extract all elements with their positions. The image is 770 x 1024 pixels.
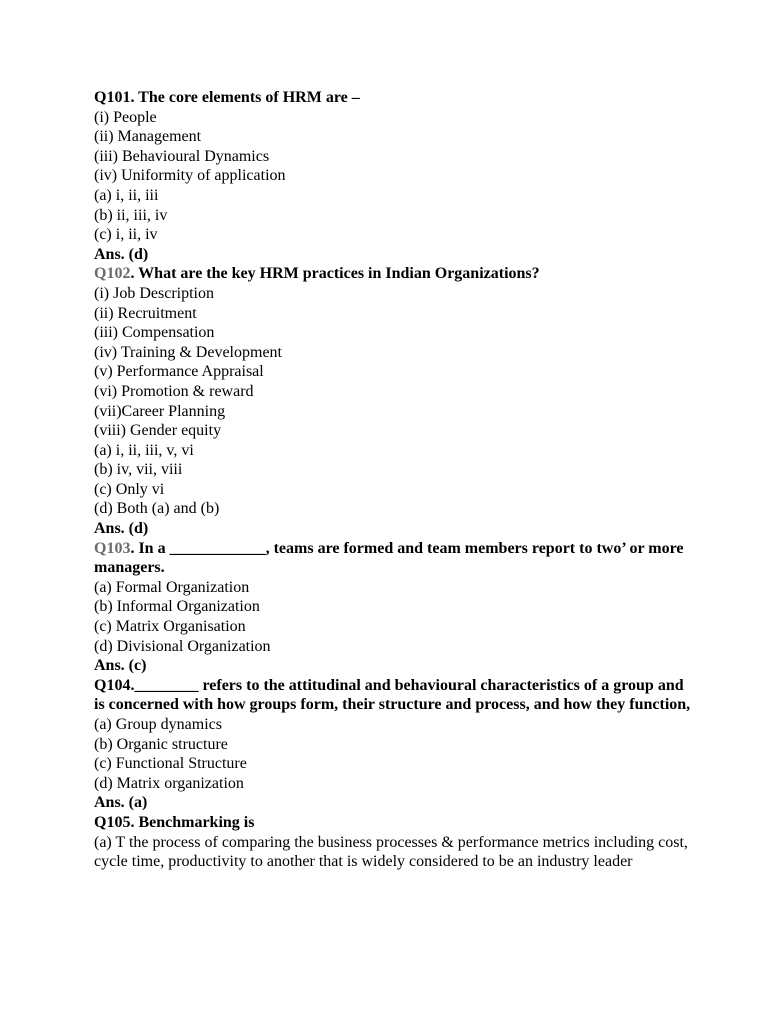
- question-number: Q101: [94, 89, 131, 106]
- question-number: Q104: [94, 676, 131, 694]
- answer-option: (c) Only vi: [94, 480, 165, 498]
- question-text: . The core elements of HRM are –: [130, 89, 360, 106]
- answer-option: (d) Matrix organization: [94, 774, 244, 792]
- question-item: (ii) Management: [94, 128, 202, 146]
- question-item: (i) People: [94, 108, 157, 126]
- question-item: (iv) Training & Development: [94, 343, 282, 361]
- answer-option: (d) Both (a) and (b): [94, 500, 220, 518]
- question-number: Q102: [94, 265, 131, 283]
- question-item: (viii) Gender equity: [94, 422, 222, 440]
- question-text: . In a ____________, teams are formed and team members report to two’ or more managers.: [94, 539, 684, 577]
- answer-key: Ans. (c): [94, 657, 147, 675]
- question-item: (iii) Compensation: [94, 324, 215, 342]
- question-item: (ii) Recruitment: [94, 304, 197, 322]
- question-heading: [94, 813, 694, 833]
- question-number: Q105: [94, 813, 131, 831]
- answer-key: Ans. (d): [94, 520, 149, 538]
- answer-option: (b) ii, iii, iv: [94, 206, 168, 224]
- answer-option: (c) i, ii, iv: [94, 226, 158, 244]
- question-heading: [94, 88, 694, 108]
- question-text: . Benchmarking is: [130, 813, 255, 831]
- question-item: (vi) Promotion & reward: [94, 382, 254, 400]
- question-text: . What are the key HRM practices in Indian Organizations?: [130, 265, 540, 283]
- answer-key: Ans. (a): [94, 794, 148, 812]
- question-item: (iii) Behavioural Dynamics: [94, 147, 270, 165]
- question-heading: [94, 264, 694, 284]
- answer-option: (c) Functional Structure: [94, 755, 247, 773]
- question-number: Q103: [94, 539, 131, 557]
- question-heading: [94, 676, 694, 715]
- question-heading: [94, 539, 694, 578]
- answer-option: (d) Divisional Organization: [94, 637, 271, 655]
- question-block: [94, 88, 694, 264]
- question-item: (iv) Uniformity of application: [94, 167, 286, 185]
- answer-option: (a) i, ii, iii: [94, 186, 159, 204]
- question-block: [94, 539, 694, 676]
- answer-option: (b) Organic structure: [94, 735, 228, 753]
- answer-option: (a) Formal Organization: [94, 578, 250, 596]
- question-block: [94, 813, 694, 872]
- question-text: .________ refers to the attitudinal and behavioural characteristics of a group and is concerned with how groups form, their structure and process, and how they function,: [94, 676, 691, 714]
- answer-option: (b) Informal Organization: [94, 598, 260, 616]
- document-page: [94, 88, 694, 872]
- answer-option: (c) Matrix Organisation: [94, 618, 246, 636]
- answer-option: (b) iv, vii, viii: [94, 461, 183, 479]
- question-block: [94, 264, 694, 538]
- answer-key: Ans. (d): [94, 245, 149, 263]
- question-item: (vii)Career Planning: [94, 402, 226, 420]
- answer-option: (a) i, ii, iii, v, vi: [94, 441, 194, 459]
- question-item: (i) Job Description: [94, 284, 214, 302]
- question-block: [94, 676, 694, 813]
- answer-option: (a) Group dynamics: [94, 716, 222, 733]
- answer-option: (a) T the process of comparing the business processes & performance metrics including cost, cycle time, productivity to another that is widely considered to be an industry leader: [94, 833, 688, 871]
- question-item: (v) Performance Appraisal: [94, 363, 264, 381]
